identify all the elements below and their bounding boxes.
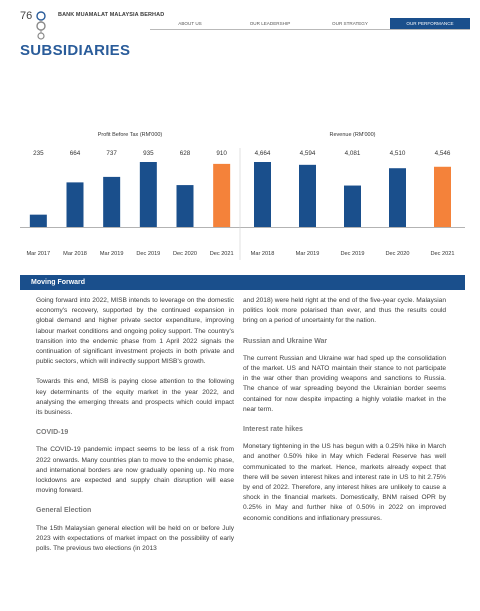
right-column bbox=[243, 296, 446, 534]
nav-divider bbox=[150, 29, 470, 30]
chart1-value-label: 4,510 bbox=[389, 150, 406, 157]
chart1-bar bbox=[434, 167, 451, 227]
chart0-category-label: Dec 2020 bbox=[173, 251, 197, 257]
section-title: Moving Forward bbox=[31, 279, 86, 286]
chart1-value-label: 4,594 bbox=[299, 150, 316, 157]
paragraph: and 2018) were held right at the end of the five-year cycle. Malaysian politics look more polarised than ever, and thus the results could bring on a period of uncertainty for the nation. bbox=[243, 297, 446, 325]
chart0-value-label: 664 bbox=[69, 150, 81, 157]
chart1-category-label: Dec 2020 bbox=[385, 251, 410, 257]
chart0-category-label: Mar 2017 bbox=[26, 251, 51, 257]
chart0-value-label: 935 bbox=[143, 150, 154, 157]
chart0-bar bbox=[30, 215, 47, 227]
chart1-category-label: Mar 2019 bbox=[295, 251, 320, 257]
chart0-value-label: 737 bbox=[106, 150, 117, 157]
paragraph: Monetary tightening in the US has begun with a 0.25% hike in March and another 0.50% hike in May which Federal Reserve has well communicated to the market. Hence, markets already expect that there will be seven interest hikes and interest rate in US to hit 2.75% by end of 2022. Therefore, any interest hikes are unlikely to cause a shock in the financial markets. Domestically, BNM raised OPR by 0.25% in May and further hike of 0.50% in 2022 on improved economic conditions and inflationary pressures. bbox=[243, 443, 446, 522]
profit-chart-title: Profit Before Tax (RM'000) bbox=[97, 132, 163, 138]
chart1-category-label: Dec 2021 bbox=[430, 251, 455, 257]
chart0-category-label: Dec 2021 bbox=[209, 251, 234, 257]
nav-our-performance[interactable]: OUR PERFORMANCE bbox=[390, 18, 470, 29]
bank-logo-icon bbox=[35, 10, 55, 40]
subheading-election: General Election bbox=[36, 507, 92, 515]
paragraph: Towards this end, MISB is paying close attention to the following key determinants of the equity market in the year 2022, and analysing the emerging threats and prospects which could impact its business. bbox=[36, 378, 234, 417]
chart0-bar bbox=[177, 185, 194, 227]
chart0-bar bbox=[140, 162, 157, 227]
nav-our-strategy[interactable]: OUR STRATEGY bbox=[332, 21, 368, 26]
chart1-bar bbox=[254, 162, 271, 227]
subheading-covid: COVID-19 bbox=[36, 429, 69, 437]
chart0-category-label: Mar 2019 bbox=[99, 251, 124, 257]
page-number: 76 bbox=[20, 10, 33, 22]
chart0-value-label: 235 bbox=[33, 150, 44, 157]
revenue-chart-title: Revenue (RM'000) bbox=[329, 132, 376, 138]
subheading-war: Russian and Ukraine War bbox=[243, 337, 328, 345]
chart0-bar bbox=[103, 177, 120, 227]
chart1-category-label: Dec 2019 bbox=[340, 251, 365, 257]
chart1-value-label: 4,546 bbox=[434, 150, 451, 157]
chart1-value-label: 4,081 bbox=[344, 150, 361, 157]
nav-our-leadership[interactable]: OUR LEADERSHIP bbox=[249, 21, 291, 26]
paragraph: Going forward into 2022, MISB intends to leverage on the domestic economy's recovery, supported by the continued expansion in global demand and higher private sector expenditure, improving labour market conditions and ongoing policy support. The country's transition into the endemic phase from 1 April 2022 signals the continuation of significant investment projects in both private and public sectors, which will indirectly support MISB's growth. bbox=[36, 297, 234, 366]
chart0-category-label: Dec 2019 bbox=[136, 251, 161, 257]
nav-about-us[interactable]: ABOUT US bbox=[178, 21, 202, 26]
chart0-bar bbox=[67, 182, 84, 227]
chart1-value-label: 4,664 bbox=[254, 150, 271, 157]
chart1-bar bbox=[389, 168, 406, 227]
paragraph: The 15th Malaysian general election will be held on or before July 2023 with expectations of market impact on the possibility of early polls. The previous two elections (in 2013 bbox=[36, 524, 234, 553]
chart0-value-label: 628 bbox=[179, 150, 191, 157]
brand-name: BANK MUAMALAT MALAYSIA BERHAD bbox=[58, 12, 165, 18]
chart1-bar bbox=[344, 186, 361, 227]
charts-area bbox=[0, 140, 480, 270]
chart0-value-label: 910 bbox=[216, 150, 227, 157]
left-column bbox=[36, 296, 234, 564]
chart0-bar bbox=[213, 164, 230, 227]
section-header bbox=[20, 275, 465, 290]
subheading-rates: Interest rate hikes bbox=[243, 426, 303, 434]
chart1-bar bbox=[299, 165, 316, 227]
paragraph: The COVID-19 pandemic impact seems to be less of a risk from 2022 onwards. Many countries plan to move to the endemic phase, and international borders are now gradually opening up. No more lockdowns are expected and supply chain disruption will ease moving forward. bbox=[36, 446, 234, 495]
chart1-category-label: Mar 2018 bbox=[250, 251, 275, 257]
chart0-category-label: Mar 2018 bbox=[63, 251, 87, 257]
top-navigation bbox=[150, 18, 470, 29]
paragraph: The current Russian and Ukraine war had sped up the consolidation of the market. US and NATO maintain their stance to not participate in the war other than providing weapons and sanctions to Russia. The chance of war spreading beyond the Ukrainian border seems contained for now despite impacting a highly volatile market in the near term. bbox=[243, 354, 446, 413]
page-title: SUBSIDIARIES bbox=[20, 42, 131, 59]
